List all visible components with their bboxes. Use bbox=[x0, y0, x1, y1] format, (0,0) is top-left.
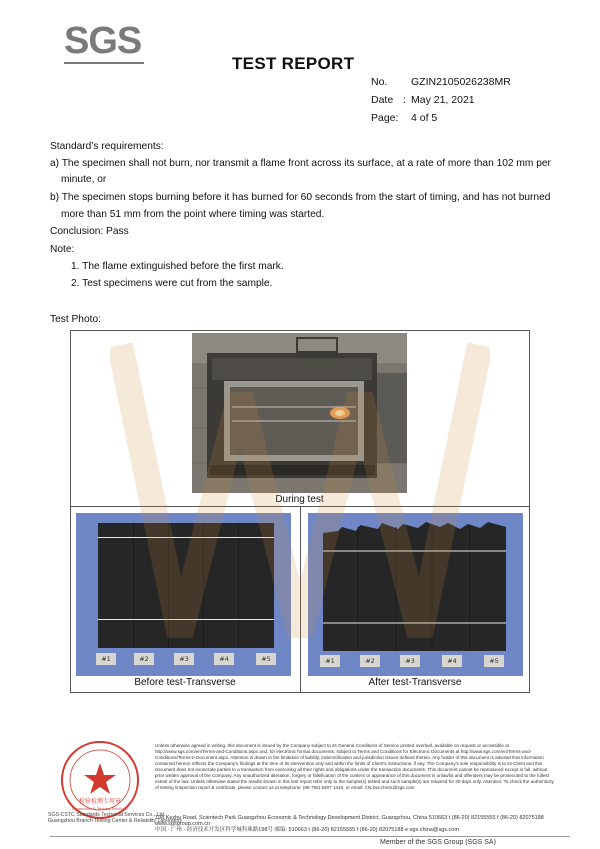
footer-disclaimer: Unless otherwise agreed in writing, this document is issued by the Company subject to its General Conditions of Service printed overleaf, available on request or accessible at http://www.sgs.com/en/Terms-and-Conditions.aspx and, for electronic format documents, subject to Terms and Conditions for Electronic Documents at http://www.sgs.com/en/Terms-and-Conditions/Terms-e-Document.aspx. Attention is drawn to the limitation of liability, indemnification and jurisdiction issues defined therein. Any holder of this document is advised that information contained hereon reflects the Company's findings at the time of its intervention only and within the limits of Client's instructions, if any. The Company's sole responsibility is to its Client and this document does not exonerate parties to a transaction from exercising all their rights and obligations under the transaction documents. This document cannot be reproduced except in full, without prior written approval of the Company. Any unauthorized alteration, forgery or falsification of the content or appearance of this document is unlawful and offenders may be prosecuted to the fullest extent of the law. Unless otherwise stated the results shown in this test report refer only to the sample(s) tested and such sample(s) are retained for 30 days only. Attention: To check the authenticity of testing /inspection report & certificate, please contact us at telephone: (86-755) 8307 1443, or email: CN.Doccheck@sgs.com bbox=[155, 743, 554, 790]
report-date: Date : May 21, 2021 bbox=[371, 94, 475, 106]
specimen-tag: #5 bbox=[484, 655, 504, 667]
note-item: 2. Test specimens were cut from the sample. bbox=[71, 278, 273, 289]
specimen-tag: #3 bbox=[400, 655, 420, 667]
caption-before-test: Before test-Transverse bbox=[134, 677, 236, 688]
footer-divider bbox=[50, 836, 570, 837]
requirement-a-line2: minute, or bbox=[61, 174, 107, 185]
specimen-tag: #4 bbox=[442, 655, 462, 667]
specimen-tag: #2 bbox=[134, 653, 154, 665]
requirement-b-line1: b) The specimen stops burning before it has burned for 60 seconds from the start of timing, and has not burned bbox=[50, 192, 551, 203]
note-heading: Note: bbox=[50, 244, 75, 255]
specimen-tag: #2 bbox=[360, 655, 380, 667]
watermark-logo bbox=[110, 335, 490, 675]
requirements-heading: Standard’s requirements: bbox=[50, 141, 164, 152]
report-page: Page: 4 of 5 bbox=[371, 112, 438, 124]
specimen-tag: #1 bbox=[320, 655, 340, 667]
specimen-tag: #3 bbox=[174, 653, 194, 665]
caption-after-test: After test-Transverse bbox=[368, 677, 462, 688]
caption-during-test: During test bbox=[275, 494, 324, 505]
footer-address-cn: 中国 · 广州 · 经济技术开发区科学城科珠路198号 邮编: 510663 t (86-20) 82155555 f (86-20) 82075188 e sgs.china@sgs.com bbox=[155, 827, 459, 833]
footer-address-en: 198 Kezhu Road, Scientech Park Guangzhou Economic & Technology Development District, Guangzhou, China 510663 t (86-20) 82155555 f (86-20) 82075188 www.sgsgroup.com.cn bbox=[155, 815, 544, 827]
requirement-a-line1: a) The specimen shall not burn, nor transmit a flame front across its surface, at a rate of more than 102 mm per bbox=[50, 158, 551, 169]
report-number: No. GZIN2105026238MR bbox=[371, 76, 511, 88]
specimen-tag: #1 bbox=[96, 653, 116, 665]
svg-text:Inspection & Testing Services: Inspection & Testing Services bbox=[72, 806, 128, 811]
note-item: 1. The flame extinguished before the first mark. bbox=[71, 261, 284, 272]
svg-text:检验检测专用章: 检验检测专用章 bbox=[78, 798, 122, 805]
footer-lab-name: SGS-CSTC Standards Technical Services Co., Ltd. Guangzhou Branch Testing Center & Reliability Laboratory bbox=[48, 812, 183, 824]
specimen-tag: #4 bbox=[214, 653, 234, 665]
footer-member: Member of the SGS Group (SGS SA) bbox=[380, 839, 496, 846]
sgs-logo: SGS bbox=[64, 22, 144, 66]
conclusion: Conclusion: Pass bbox=[50, 226, 129, 237]
specimen-tag: #5 bbox=[256, 653, 276, 665]
photo-heading: Test Photo: bbox=[50, 314, 101, 325]
requirement-b-line2: more than 51 mm from the point where timing was started. bbox=[61, 209, 325, 220]
report-title: TEST REPORT bbox=[232, 54, 355, 73]
